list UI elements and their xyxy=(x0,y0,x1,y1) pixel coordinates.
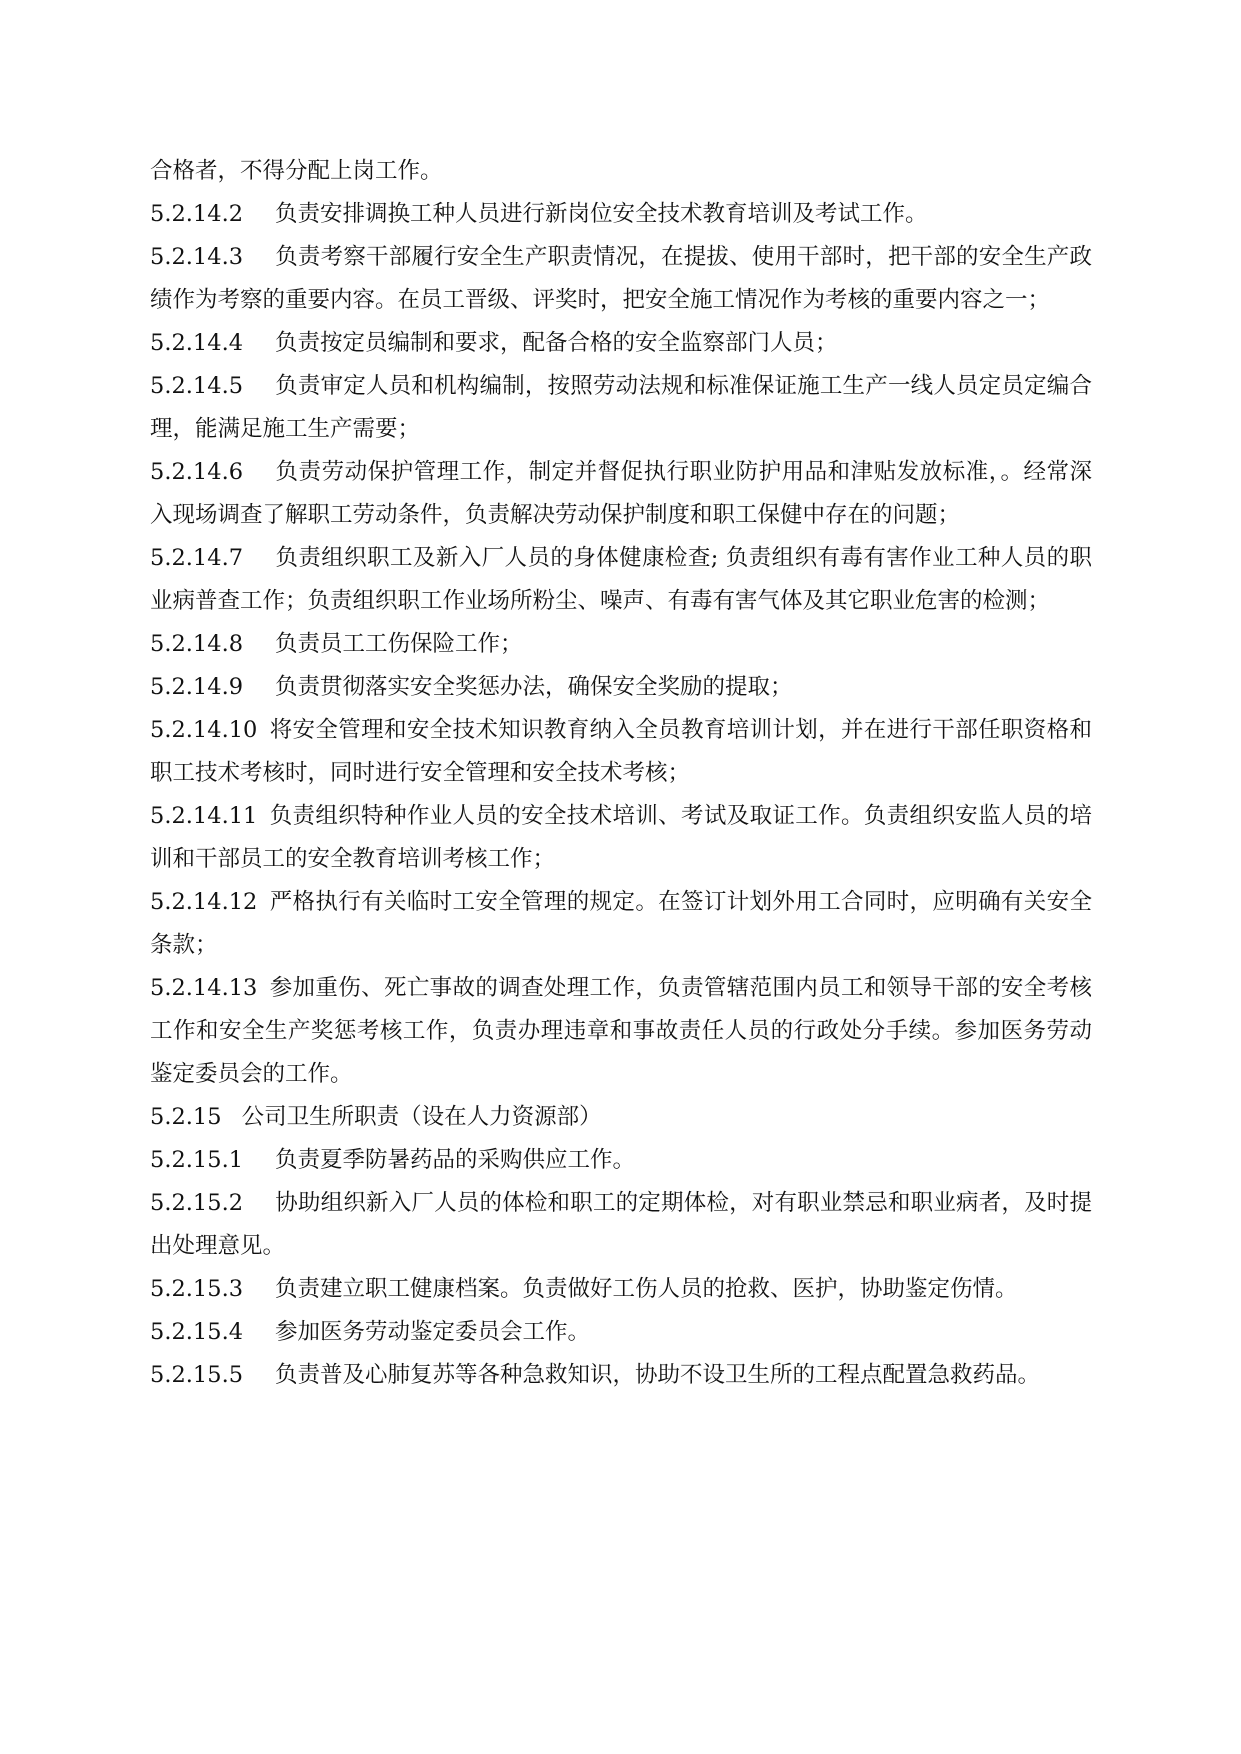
clause-number: 5.2.15 xyxy=(150,1104,222,1130)
paragraph-text: 负责建立职工健康档案。负责做好工伤人员的抢救、医护，协助鉴定伤情。 xyxy=(275,1276,1018,1302)
paragraph-5-2-14-13 xyxy=(150,967,1092,1096)
paragraph-5-2-14-7 xyxy=(150,537,1092,623)
clause-number: 5.2.14.4 xyxy=(150,330,244,356)
clause-number: 5.2.14.2 xyxy=(150,201,244,227)
paragraph-text: 负责安排调换工种人员进行新岗位安全技术教育培训及考试工作。 xyxy=(275,201,928,227)
paragraph-text: 负责贯彻落实安全奖惩办法，确保安全奖励的提取； xyxy=(275,674,793,700)
paragraph-5-2-15-3 xyxy=(150,1268,1092,1311)
clause-number: 5.2.14.3 xyxy=(150,244,244,270)
paragraph-text: 协助组织新入厂人员的体检和职工的定期体检，对有职业禁忌和职业病者，及时提出处理意见。 xyxy=(150,1190,1092,1259)
clause-number: 5.2.14.5 xyxy=(150,373,244,399)
paragraph-text: 负责员工工伤保险工作； xyxy=(275,631,523,657)
paragraph-5-2-14-5 xyxy=(150,365,1092,451)
section-title: 公司卫生所职责（设在人力资源部） xyxy=(241,1104,602,1130)
paragraph xyxy=(150,150,1092,193)
paragraph-text: 负责劳动保护管理工作，制定并督促执行职业防护用品和津贴发放标准，。经常深入现场调查了解职工劳动条件，负责解决劳动保护制度和职工保健中存在的问题； xyxy=(150,459,1092,528)
clause-number: 5.2.14.6 xyxy=(150,459,244,485)
paragraph-5-2-14-12 xyxy=(150,881,1092,967)
paragraph-text: 负责组织特种作业人员的安全技术培训、考试及取证工作。负责组织安监人员的培训和干部员工的安全教育培训考核工作； xyxy=(150,803,1092,872)
clause-number: 5.2.15.1 xyxy=(150,1147,244,1173)
clause-number: 5.2.14.9 xyxy=(150,674,244,700)
paragraph-text: 负责审定人员和机构编制，按照劳动法规和标准保证施工生产一线人员定员定编合理，能满足施工生产需要； xyxy=(150,373,1092,442)
paragraph-text: 负责夏季防暑药品的采购供应工作。 xyxy=(275,1147,636,1173)
clause-number: 5.2.14.12 xyxy=(150,889,258,915)
paragraph-5-2-14-9 xyxy=(150,666,1092,709)
paragraph-5-2-14-2 xyxy=(150,193,1092,236)
paragraph-5-2-15-4 xyxy=(150,1311,1092,1354)
clause-number: 5.2.14.7 xyxy=(150,545,244,571)
clause-number: 5.2.14.11 xyxy=(150,803,258,829)
paragraph-5-2-14-11 xyxy=(150,795,1092,881)
clause-number: 5.2.15.3 xyxy=(150,1276,244,1302)
clause-number: 5.2.14.10 xyxy=(150,717,258,743)
paragraph-text: 参加医务劳动鉴定委员会工作。 xyxy=(275,1319,591,1345)
document-body xyxy=(150,150,1092,1397)
paragraph-5-2-14-10 xyxy=(150,709,1092,795)
paragraph-5-2-14-6 xyxy=(150,451,1092,537)
clause-number: 5.2.14.8 xyxy=(150,631,244,657)
clause-number: 5.2.15.4 xyxy=(150,1319,244,1345)
paragraph-5-2-14-3 xyxy=(150,236,1092,322)
clause-number: 5.2.15.5 xyxy=(150,1362,244,1388)
paragraph-5-2-15-1 xyxy=(150,1139,1092,1182)
paragraph-text: 严格执行有关临时工安全管理的规定。在签订计划外用工合同时，应明确有关安全条款； xyxy=(150,889,1092,958)
paragraph-text: 参加重伤、死亡事故的调查处理工作，负责管辖范围内员工和领导干部的安全考核工作和安全生产奖惩考核工作，负责办理违章和事故责任人员的行政处分手续。参加医务劳动鉴定委员会的工作。 xyxy=(150,975,1092,1087)
paragraph-5-2-14-4 xyxy=(150,322,1092,365)
paragraph-text: 将安全管理和安全技术知识教育纳入全员教育培训计划，并在进行干部任职资格和职工技术考核时，同时进行安全管理和安全技术考核； xyxy=(150,717,1092,786)
section-heading-5-2-15 xyxy=(150,1096,1092,1139)
paragraph-5-2-15-5 xyxy=(150,1354,1092,1397)
paragraph-text: 负责按定员编制和要求，配备合格的安全监察部门人员； xyxy=(275,330,838,356)
paragraph-text: 合格者，不得分配上岗工作。 xyxy=(150,158,443,184)
paragraph-5-2-14-8 xyxy=(150,623,1092,666)
paragraph-text: 负责普及心肺复苏等各种急救知识，协助不设卫生所的工程点配置急救药品。 xyxy=(275,1362,1041,1388)
clause-number: 5.2.15.2 xyxy=(150,1190,244,1216)
paragraph-text: 负责考察干部履行安全生产职责情况，在提拔、使用干部时，把干部的安全生产政绩作为考察的重要内容。在员工晋级、评奖时，把安全施工情况作为考核的重要内容之一； xyxy=(150,244,1092,313)
clause-number: 5.2.14.13 xyxy=(150,975,258,1001)
paragraph-5-2-15-2 xyxy=(150,1182,1092,1268)
paragraph-text: 负责组织职工及新入厂人员的身体健康检查; 负责组织有毒有害作业工种人员的职业病普查工作；负责组织职工作业场所粉尘、噪声、有毒有害气体及其它职业危害的检测； xyxy=(150,545,1092,614)
